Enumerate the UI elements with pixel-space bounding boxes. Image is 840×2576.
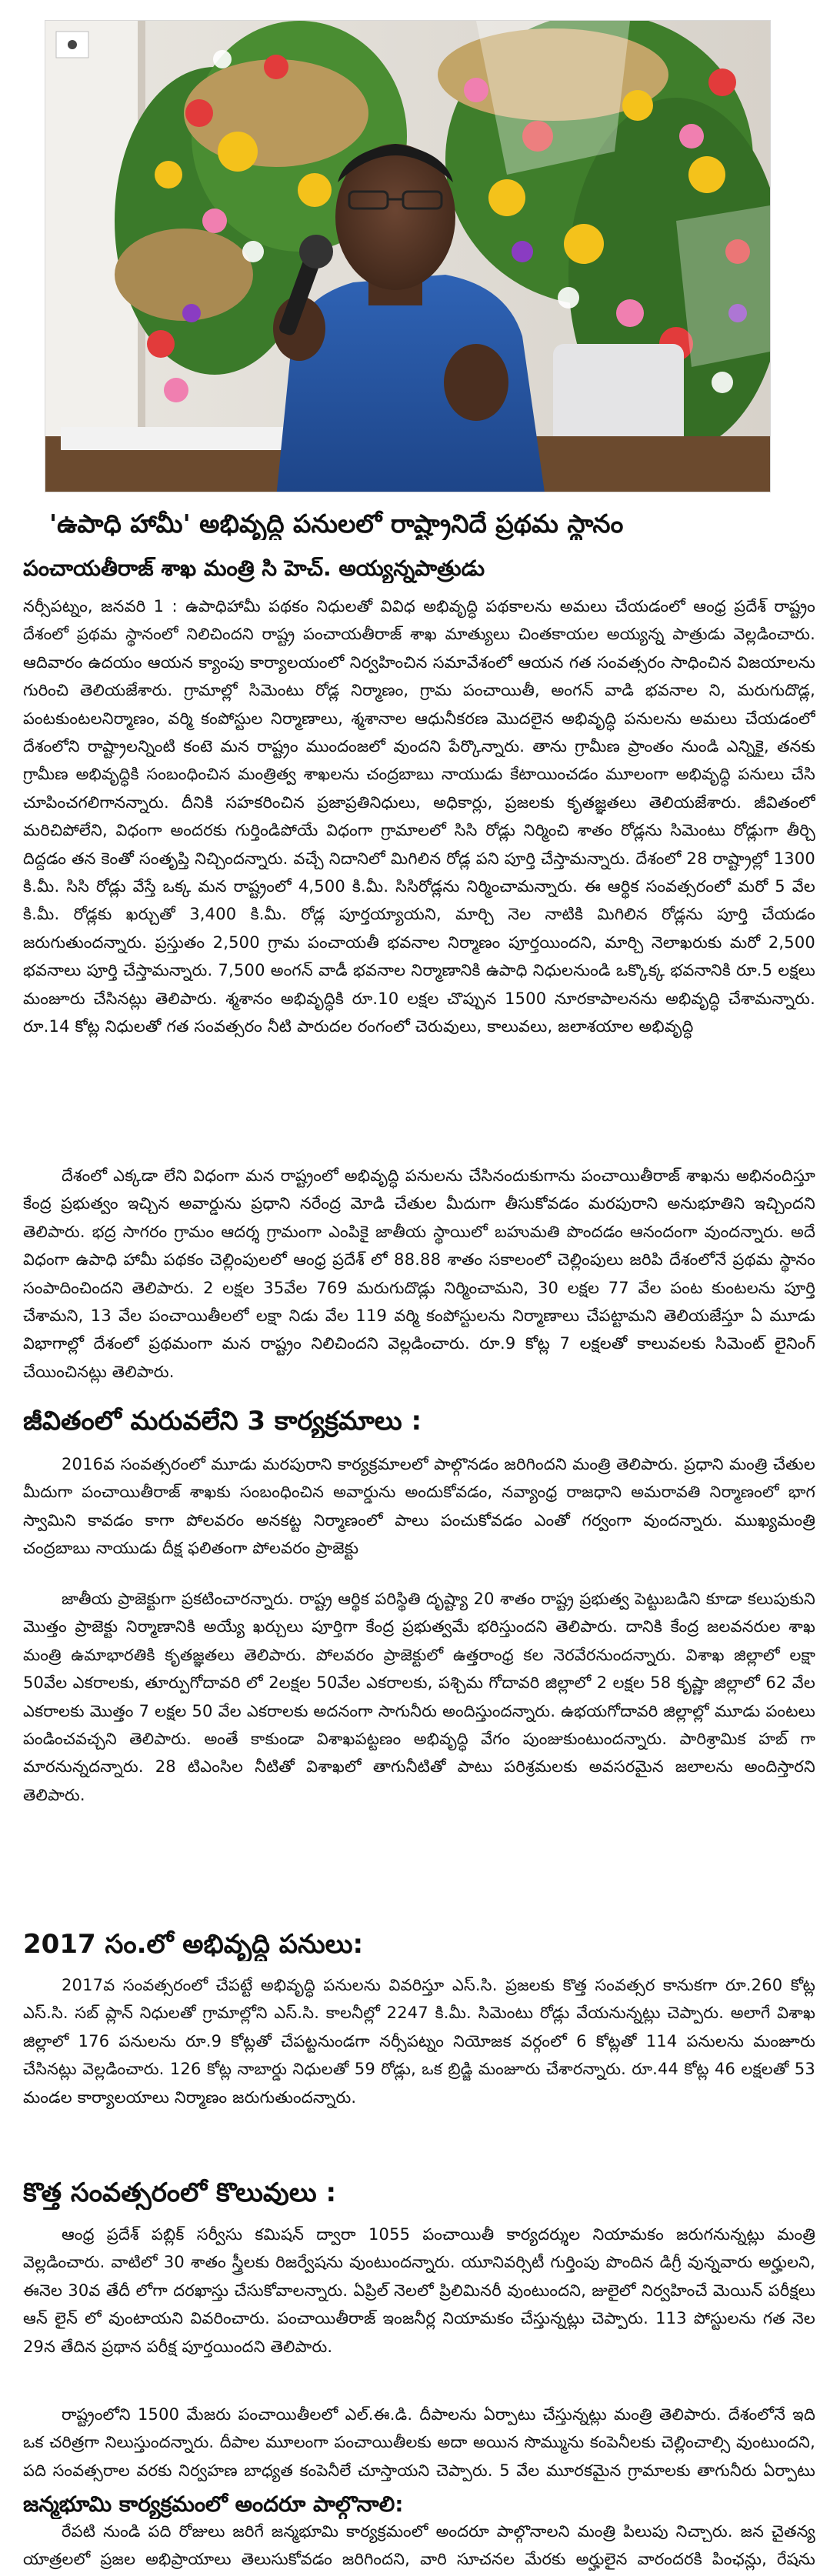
intro-paragraph: నర్సీపట్నం, జనవరి 1 : ఉపాధిహామీ పథకం నిధులతో వివిధ అభివృద్ధి పథకాలను అమలు చేయడంలో ఆంధ్ర ప్రదేశ్ రాష్ట్రం దేశంలో ప్రథమ స్థానంలో నిలిచిందని రాష్ట్ర పంచాయతీరాజ్ శాఖ మాత్యులు చింతకాయల అయ్యన్న పాత్రుడు వెల్లడించారు. ఆదివారం ఉదయం ఆయన క్యాంపు కార్యాలయంలో నిర్వహించిన సమావేశంలో ఆయన గత సంవత్సరం సాధించిన విజయాలను గురించి తెలియజేశారు. గ్రామాల్లో సిమెంటు రోడ్ల నిర్మాణం, గ్రామ పంచాయితీ, అంగన్ వాడి భవనాల ని, మరుగుదొడ్ల, పంటకుంటలనిర్మాణం, వర్మి కంపోస్టుల నిర్మాణాలు, శ్మశానాల ఆధునీకరణ మొదలైన అభివృద్ధి పనులను అమలు చేయడంలో దేశంలోని రాష్ట్రాలన్నింటి కంటె మన రాష్ట్రం ముందంజలో వుందని పేర్కొన్నారు. తాను గ్రామీణ ప్రాంతం నుండి ఎన్నికై, తనకు గ్రామీణ అభివృద్ధికి సంబంధించిన మంత్రిత్వ శాఖలను చంద్రబాబు నాయుడు కేటాయించడం మూలంగా అభివృద్ధి పనులు చేసి చూపించగలిగానన్నారు. దీనికి సహకరించిన ప్రజాప్రతినిధులు, అధికార్లు, ప్రజలకు కృతజ్ఞతలు తెలియజేశారు. జీవితంలో మరిచిపోలేని, విధంగా అందరకు గుర్తిండిపోయే విధంగా గ్రామాలలో సిసి రోడ్లు నిర్మించి శాతం రోడ్లను సిమెంటు రోడ్లుగా తీర్చి దిద్దడం తన కెంతో సంతృప్తి నిచ్చిందన్నారు. వచ్చే నిదానిలో మిగిలిన రోడ్ల పని పూర్తి చేస్తామన్నారు. దేశంలో 28 రాష్ట్రాల్లో 1300 కి.మీ. సిసి రోడ్లు వేస్తే ఒక్క మన రాష్ట్రంలో 4,500 కి.మీ. సిసిరోడ్లను నిర్మించామన్నారు. ఈ ఆర్థిక సంవత్సరంలో మరో 5 వేల కి.మీ. రోడ్లకు ఖర్చుతో 3,400 కి.మీ. రోడ్ల పూర్తయ్యాయని, మార్చి నెల నాటికి మిగిలిన రోడ్లను పూర్తి చేయడం జరుగుతుందన్నారు. ప్రస్తుతం 2,500 గ్రామ పంచాయతీ భవనాల నిర్మాణం పూర్తయిందని, మార్చి నెలాఖరుకు మరో 2,500 భవనాలు పూర్తి చేస్తామన్నారు. 7,500 అంగన్ వాడీ భవనాల నిర్మాణానికి ఉపాధి నిధులనుండి ఒక్కొక్క భవనానికి రూ.5 లక్షలు మంజూరు చేసినట్లు తెలిపారు. శ్మశానం అభివృద్ధికి రూ.10 లక్షల చొప్పున 1500 నూరకాపాలనను అభివృద్ధి చేశామన్నారు. రూ.14 కోట్ల నిధులతో గత సంవత్సరం నీటి పారుదల రంగంలో చెరువులు, కాలువలు, జలాశయాల అభివృద్ధి bbox=[23, 597, 815, 1036]
minister-speaking-photo bbox=[45, 21, 770, 492]
section-heading-jobs: కొత్త సంవత్సరంలో కొలువులు : bbox=[23, 2177, 337, 2208]
article-headline: 'ఉపాధి హామీ' అభివృద్ధి పనులలో రాష్ట్రానిదే ప్రథమ స్థానం bbox=[49, 509, 624, 539]
janmabhoomi-paragraph: రేపటి నుండి పది రోజులు జరిగే జన్మభూమి కార్యక్రమంలో అందరూ పాల్గొనాలని మంత్రి పిలుపు నిచ్చారు. జన చైతన్య యాత్రలలో ప్రజల అభిప్రాయాలు తెలుసుకోవడం జరిగిందని, వారి సూచనల మేరకు అర్హులైన వారందరకి పింఛన్లు, రేషను bbox=[23, 2522, 815, 2569]
three-programs-paragraph: 2016వ సంవత్సరంలో మూడు మరపురాని కార్యక్రమాలలో పాల్గొనడం జరిగిందని మంత్రి తెలిపారు. ప్రధాని మంత్రి చేతుల మీదుగా పంచాయితీరాజ్ శాఖకు సంబంధించిన అవార్డును అందుకోవడం, నవ్యాంధ్ర రాజధాని అమరావతి నిర్మాణంలో భాగ స్వామిని కావడం కాగా పోలవరం అనకట్ట నిర్మాణంలో పాలు పంచుకోవడం ఎంతో గర్వంగా వుందన్నారు. ముఖ్యమంత్రి చంద్రబాబు నాయుడు దీక్ష ఫలితంగా పోలవరం ప్రాజెక్టు bbox=[23, 1455, 815, 1558]
section-heading-janmabhoomi: జన్మభూమి కార్యక్రమంలో అందరూ పాల్గొనాలి: bbox=[23, 2491, 404, 2517]
section-heading-2017-works: 2017 సం.లో అభివృద్ధి పనులు: bbox=[23, 1929, 364, 1960]
works-2017-paragraph: 2017వ సంవత్సరంలో చేపట్టే అభివృద్ధి పనులను వివరిస్తూ ఎస్.సి. ప్రజలకు కొత్త సంవత్సర కానుకగా రూ.260 కోట్ల ఎస్.సి. సబ్ ప్లాన్ నిధులతో గ్రామాల్లోని ఎస్.సి. కాలనీల్లో 2247 కి.మీ. సిమెంటు రోడ్లు వేయనున్నట్లు చెప్పారు. అలాగే విశాఖ జిల్లాలో 176 పనులను రూ.9 కోట్లతో చేపట్టనుండగా నర్సీపట్నం నియోజక వర్గంలో 6 కోట్లతో 114 పనులను మంజూరు చేసినట్లు వెల్లడించారు. 126 కోట్ల నాబార్డు నిధులతో 59 రోడ్లు, ఒక బ్రిడ్జి మంజూరు చేశారన్నారు. రూ.44 కోట్ల 46 లక్షలతో 53 మండల కార్యాలయాలు నిర్మాణం జరుగుతుందన్నారు. bbox=[23, 1976, 815, 2107]
led-lights-paragraph: రాష్ట్రంలోని 1500 మేజరు పంచాయితీలలో ఎల్.ఈ.డి. దీపాలను ఏర్పాటు చేస్తున్నట్లు మంత్రి తెలిపారు. దేశంలోనే ఇది ఒక చరిత్రగా నిలుస్తుందన్నారు. దీపాల మూలంగా పంచాయితీలకు అదా అయిన సొమ్మును కంపెనీలకు చెల్లించాల్సి వుంటుందని, పది సంవత్సరాల వరకు నిర్వహణ బాధ్యత కంపెనీలే చూస్తాయని చెప్పారు. 5 వేల మూరకమైన గ్రామాలకు తాగునీరు ఏర్పాటు bbox=[23, 2405, 815, 2480]
article-photo bbox=[45, 20, 771, 492]
section-heading-three-programs: జీవితంలో మరువలేని 3 కార్యక్రమాలు : bbox=[23, 1406, 422, 1436]
polavaram-paragraph: జాతీయ ప్రాజెక్టుగా ప్రకటించారన్నారు. రాష్ట్ర ఆర్థిక పరిస్థితి దృష్ట్యా 20 శాతం రాష్ట్ర ప్రభుత్వ పెట్టుబడిని కూడా కలుపుకుని మొత్తం ప్రాజెక్టు నిర్మాణానికి అయ్యే ఖర్చులు పూర్తిగా కేంద్ర ప్రభుత్వమే భరిస్తుందని తెలిపారు. దానికి కేంద్ర జలవనరుల శాఖ మంత్రి ఉమాభారతికి కృతజ్ఞతలు తెలిపారు. పోలవరం ప్రాజెక్టులో ఉత్తరాంధ్ర కల నెరవేరనుందన్నారు. విశాఖ జిల్లాలో లక్షా 50వేల ఎకరాలకు, తూర్పుగోదావరి లో 2లక్షల 50వేల ఎకరాలకు, పశ్చిమ గోదావరి జిల్లాలో 2 లక్షల 58 కృష్ణా జిల్లాలో 62 వేల ఎకరాలకు మొత్తం 7 లక్షల 50 వేల ఎకరాలకు అదనంగా సాగునీరు అందిస్తుందన్నారు. ఉభయగోదావరి జిల్లాల్లో మూడు పంటలు పండించవచ్చని తెలిపారు. అంతే కాకుండా విశాఖపట్టణం అభివృద్ధి వేగం పుంజుకుంటుందన్నారు. పారిశ్రామిక హబ్ గా మారనున్నదన్నారు. 28 టిఎంసిల నీటితో విశాఖలో తాగునీటితో పాటు పరిశ్రమలకు అవసరమైన జలాలను అందిస్తారని తెలిపారు. bbox=[23, 1590, 815, 1804]
article-byline: పంచాయతీరాజ్ శాఖ మంత్రి సి హెచ్. అయ్యన్నపాత్రుడు bbox=[23, 556, 485, 581]
jobs-paragraph: ఆంధ్ర ప్రదేశ్ పబ్లిక్ సర్వీసు కమిషన్ ద్వారా 1055 పంచాయితీ కార్యదర్శుల నియామకం జరుగనున్నట్లు మంత్రి వెల్లడించారు. వాటిలో 30 శాతం స్త్రీలకు రిజర్వేషను వుంటుందన్నారు. యూనివర్సిటీ గుర్తింపు పొందిన డిగ్రీ వున్నవారు అర్హులని, ఈనెల 30వ తేదీ లోగా దరఖాస్తు చేసుకోవాలన్నారు. ఏప్రిల్ నెలలో ప్రిలిమినరీ వుంటుందని, జులైలో నిర్వహించే మెయిన్ పరీక్షలు ఆన్ లైన్ లో వుంటాయని వివరించారు. పంచాయితీరాజ్ ఇంజనీర్ల నియామకం చేస్తున్నట్లు చెప్పారు. 113 పోస్టులను గత నెల 29న తేదిన ప్రథాన పరీక్ష పూర్తయిందని తెలిపారు. bbox=[23, 2225, 815, 2356]
awards-paragraph: దేశంలో ఎక్కడా లేని విధంగా మన రాష్ట్రంలో అభివృద్ధి పనులను చేసినందుకుగాను పంచాయితీరాజ్ శాఖను అభినందిస్తూ కేంద్ర ప్రభుత్వం ఇచ్చిన అవార్డును ప్రధాని నరేంద్ర మోడి చేతుల మీదుగా తీసుకోవడం మరపురాని అనుభూతిని ఇచ్చిందని తెలిపారు. భద్ర సాగరం గ్రామం ఆదర్శ గ్రామంగా ఎంపికై జాతీయ స్థాయిలో బహుమతి పొందడం ఆనందంగా వుందన్నారు. అదే విధంగా ఉపాధి హామీ పథకం చెల్లింపులలో ఆంధ్ర ప్రదేశ్ లో 88.88 శాతం సకాలంలో చెల్లింపులు జరిపి దేశంలోనే ప్రథమ స్థానం సంపాదించిందని తెలిపారు. 2 లక్షల 35వేల 769 మరుగుదొడ్లు నిర్మించామని, 30 లక్షల 77 వేల పంట కుంటలను పూర్తి చేశామని, 13 వేల పంచాయితీలలో లక్షా నిడు వేల 119 వర్మి కంపోస్టులను నిర్మాణాలు చేపట్టామని తెలియజేస్తూ ఏ మూడు విభాగాల్లో దేశంలో ప్రథమంగా మన రాష్ట్రం నిలిచిందని వెల్లడించారు. రూ.9 కోట్ల 7 లక్షలతో కాలువలకు సిమెంట్ లైనింగ్ చేయించినట్లు తెలిపారు. bbox=[23, 1166, 815, 1381]
